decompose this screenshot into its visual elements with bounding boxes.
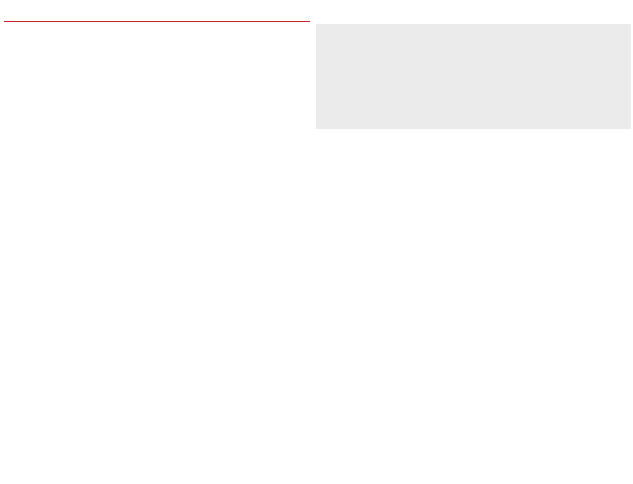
interior-unit-panel (316, 24, 631, 129)
features-divider (4, 21, 310, 22)
